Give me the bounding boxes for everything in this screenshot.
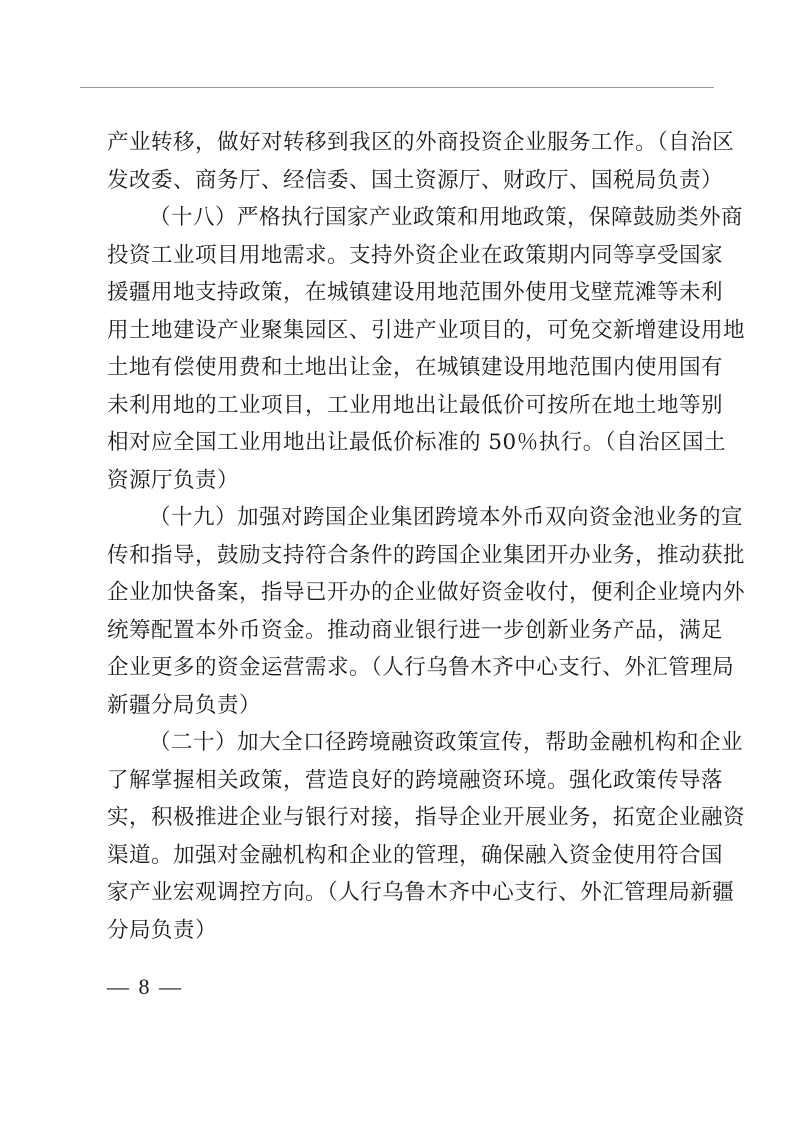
header-rule	[80, 87, 714, 88]
text-line: 企业更多的资金运营需求。（人行乌鲁木齐中心支行、外汇管理局	[107, 655, 735, 680]
text-line: 分局负责）	[107, 917, 218, 943]
text-line: （十九）加强对跨国企业集团跨境本外币双向资金池业务的宣	[149, 505, 744, 530]
text-line: 了解掌握相关政策，营造良好的跨境融资环境。强化政策传导落	[107, 767, 724, 793]
text-line: 土地有偿使用费和土地出让金，在城镇建设用地范围内使用国有	[107, 355, 724, 380]
paragraph-19	[107, 499, 746, 724]
text-line: 新疆分局负责）	[107, 692, 262, 718]
paragraph-18	[107, 199, 746, 499]
text-line: 企业加快备案，指导已开办的企业做好资金收付，便利企业境内外	[107, 580, 746, 605]
text-line: 未利用地的工业项目，工业用地出让最低价可按所在地土地等别	[107, 392, 724, 418]
text-line: 统筹配置本外币资金。推动商业银行进一步创新业务产品，满足	[107, 617, 724, 643]
text-line: （二十）加大全口径跨境融资政策宣传，帮助金融机构和企业	[149, 730, 744, 755]
text-line: 相对应全国工业用地出让最低价标准的 50％执行。（自治区国土	[107, 430, 726, 455]
text-line: 渠道。加强对金融机构和企业的管理，确保融入资金使用符合国	[107, 842, 724, 868]
text-line: 援疆用地支持政策，在城镇建设用地范围外使用戈壁荒滩等未利	[107, 280, 724, 305]
text-line: 投资工业项目用地需求。支持外资企业在政策期内同等享受国家	[107, 242, 724, 268]
paragraph-17-continuation	[107, 124, 735, 199]
text-line: 传和指导，鼓励支持符合条件的跨国企业集团开办业务，推动获批	[107, 542, 746, 568]
document-body	[107, 124, 746, 949]
text-line: 用土地建设产业聚集园区、引进产业项目的，可免交新增建设用地	[107, 317, 746, 343]
text-line: （十八）严格执行国家产业政策和用地政策，保障鼓励类外商	[149, 205, 744, 230]
text-line: 产业转移，做好对转移到我区的外商投资企业服务工作。（自治区	[107, 130, 735, 155]
text-line: 实，积极推进企业与银行对接，指导企业开展业务，拓宽企业融资	[107, 805, 746, 830]
page-number: — 8 —	[107, 974, 183, 999]
paragraph-20	[107, 724, 746, 949]
text-line: 家产业宏观调控方向。（人行乌鲁木齐中心支行、外汇管理局新疆	[107, 880, 735, 905]
text-line: 发改委、商务厅、经信委、国土资源厅、财政厅、国税局负责）	[107, 167, 724, 193]
text-line: 资源厅负责）	[107, 467, 240, 493]
